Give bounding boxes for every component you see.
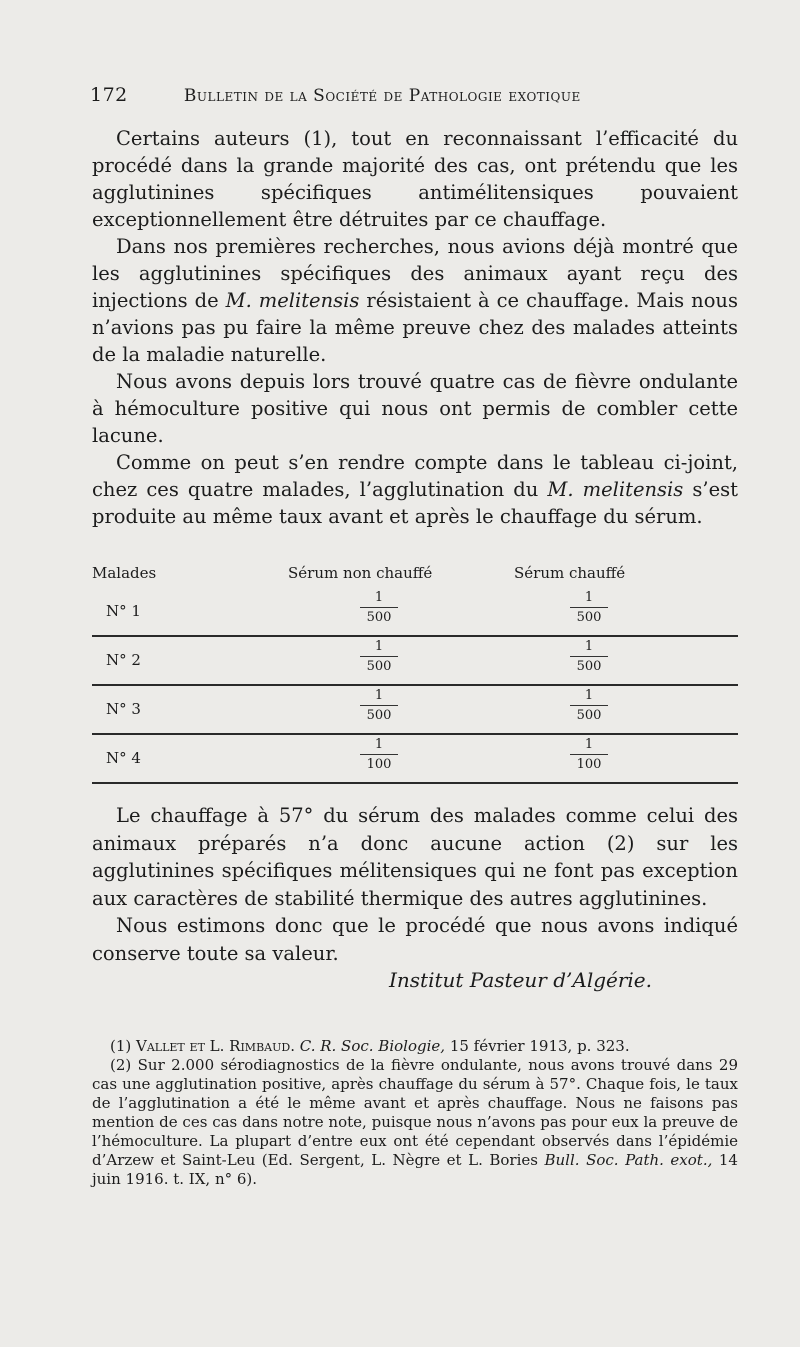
- patient-label: N° 3: [106, 700, 141, 718]
- patient-label: N° 4: [106, 749, 141, 767]
- titer-chauffe: 1 100: [564, 737, 614, 773]
- table-row: [92, 735, 738, 784]
- paragraph-5: Le chauffage à 57° du sérum des malades comme celui des animaux préparés n’a donc aucune action (2) sur les agglutinines spécifiques mélitensiques qui ne font pas exception aux caractères de stabilité thermique des autres agglutinines.: [92, 804, 738, 910]
- titer-chauffe: 1 500: [564, 688, 614, 724]
- footnote-2-text: (2) Sur 2.000 sérodiagnostics de la fièvre ondulante, nous avons trouvé dans 29 cas une agglutination positive, après chauffage du sérum à 57°. Chaque fois, le taux de l’agglutination a été le même avant et après chauffage. Nous ne faisons pas mention de ces cas dans notre note, puisque nous n’avons pas pour eux la preuve de l’hémoculture. La plupart d’entre eux ont été cependant observés dans l’épidémie d’Arzew et Saint-Leu (Ed. Sergent, L. Nègre et L. Bories: [92, 1056, 738, 1169]
- table-row: [92, 686, 738, 735]
- conclusion-text: [92, 802, 738, 967]
- header-serum-chauffe: Sérum chauffé: [514, 564, 626, 582]
- footnotes: [92, 1037, 738, 1189]
- patient-label: N° 1: [106, 602, 141, 620]
- paragraph-4-start: Comme on peut s’en rendre compte dans le tableau ci-joint, chez ces quatre malades, l’agglutination du: [92, 451, 738, 501]
- table-row: [92, 637, 738, 686]
- paragraph-3: Nous avons depuis lors trouvé quatre cas de fièvre ondulante à hémoculture positive qui nous ont permis de combler cette lacune.: [92, 370, 738, 447]
- footnote-1-reference: C. R. Soc. Biologie,: [299, 1037, 446, 1055]
- titer-non-chauffe: 1 500: [354, 590, 404, 626]
- titer-non-chauffe: 1 500: [354, 639, 404, 675]
- paragraph-2-end: résistaient à ce chauffage. Mais nous n’avions pas pu faire la même preuve chez des malades atteints de la maladie naturelle.: [92, 289, 739, 366]
- table-header: [92, 560, 738, 588]
- header-malades: Malades: [92, 564, 157, 582]
- paragraph-4-end: s’est produite au même taux avant et après le chauffage du sérum.: [92, 478, 738, 528]
- footnote-2-reference: Bull. Soc. Path. exot.,: [544, 1151, 713, 1169]
- signature: Institut Pasteur d’Algérie.: [389, 968, 652, 992]
- footnote-1-authors: (1) Vallet et L. Rimbaud.: [110, 1037, 295, 1055]
- titer-non-chauffe: 1 500: [354, 688, 404, 724]
- paragraph-2-start: Dans nos premières recherches, nous avions déjà montré que les agglutinines spécifiques des animaux ayant reçu des injections de: [92, 235, 738, 312]
- footnote-2: [92, 1056, 738, 1189]
- species-name: M. melitensis: [225, 289, 360, 312]
- main-text: [92, 125, 738, 530]
- titer-chauffe: 1 500: [564, 590, 614, 626]
- footnote-1: [92, 1037, 738, 1056]
- footnote-2-end: 14 juin 1916. t. IX, n° 6).: [92, 1151, 738, 1188]
- paragraph-2: [92, 233, 738, 368]
- patient-label: N° 2: [106, 651, 141, 669]
- paragraph-1: Certains auteurs (1), tout en reconnaissant l’efficacité du procédé dans la grande majorité des cas, ont prétendu que les agglutinines spécifiques antimélitensiques pouvaient exceptionnellement être détruites par ce chauffage.: [92, 127, 738, 231]
- titer-chauffe: 1 500: [564, 639, 614, 675]
- page-number: 172: [90, 84, 128, 106]
- journal-title: Bulletin de la Société de Pathologie exotique: [183, 86, 581, 106]
- paragraph-4: [92, 449, 738, 530]
- species-name: M. melitensis: [547, 478, 684, 501]
- running-header: [90, 84, 650, 106]
- footnote-1-date: 15 février 1913, p. 323.: [449, 1037, 630, 1055]
- paragraph-6: Nous estimons donc que le procédé que nous avons indiqué conserve toute sa valeur.: [92, 914, 738, 965]
- results-table: [92, 560, 738, 784]
- table-row: [92, 588, 738, 637]
- header-serum-non-chauffe: Sérum non chauffé: [288, 564, 433, 582]
- titer-non-chauffe: 1 100: [354, 737, 404, 773]
